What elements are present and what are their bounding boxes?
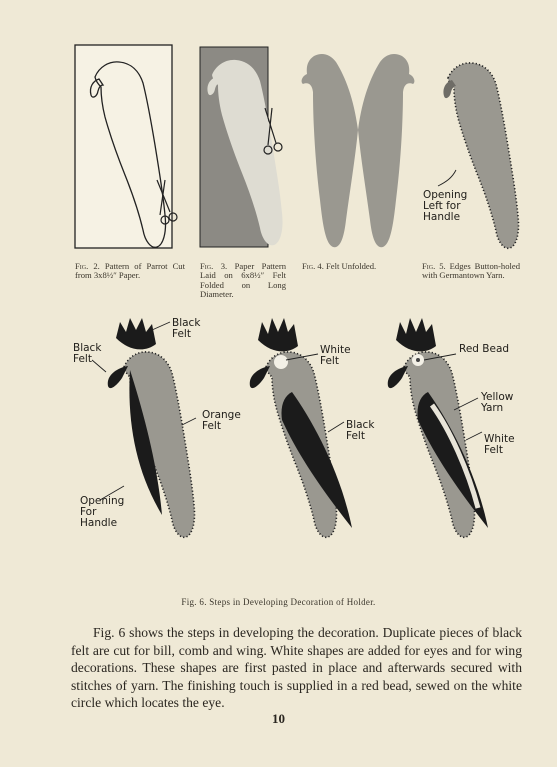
label-black-felt-bill: Black Felt	[73, 342, 102, 365]
label-orange-felt: Orange Felt	[202, 409, 241, 432]
fig2-paper-pattern	[75, 45, 177, 248]
label-red-bead: Red Bead	[459, 343, 510, 355]
label-black-felt-wing: Black Felt	[346, 419, 375, 442]
fig3-caption: Fig. 3. Paper Pattern Laid on 6x8½″ Felt Folded on Long Diameter.	[200, 261, 287, 300]
page-number: 10	[272, 711, 285, 726]
fig4-felt-unfolded	[302, 54, 415, 247]
label-white-felt-eye: White Felt	[320, 344, 351, 367]
label-white-felt-wing: White Felt	[484, 433, 515, 456]
fig5-caption: Fig. 5. Edges Button-holed with Germantown Yarn.	[422, 261, 520, 281]
label-black-felt-comb: Black Felt	[172, 317, 201, 340]
fig3-pattern-on-felt	[200, 47, 283, 247]
label-opening-handle: Opening For Handle	[80, 495, 125, 529]
label-yellow-yarn: Yellow Yarn	[481, 391, 514, 414]
fig4-caption: Fig. 4. Felt Unfolded.	[302, 261, 377, 271]
body-paragraph: Fig. 6 shows the steps in developing the decoration. Duplicate pieces of black felt are cut for bill, comb and wing. White shapes are added for eyes and for wing decorations. These shapes are first pasted in place and afterwards secured with stitches of yarn. The finishing touch is supplied in a red bead, sewed on the white circle which locates the eye.	[71, 625, 522, 711]
fig6-caption: Fig. 6. Steps in Developing Decoration of Holder.	[181, 597, 376, 607]
label-opening-left: Opening Left for Handle	[423, 189, 468, 223]
fig2-caption: Fig. 2. Pattern of Parrot Cut from 3x8½″ Paper.	[75, 261, 185, 281]
